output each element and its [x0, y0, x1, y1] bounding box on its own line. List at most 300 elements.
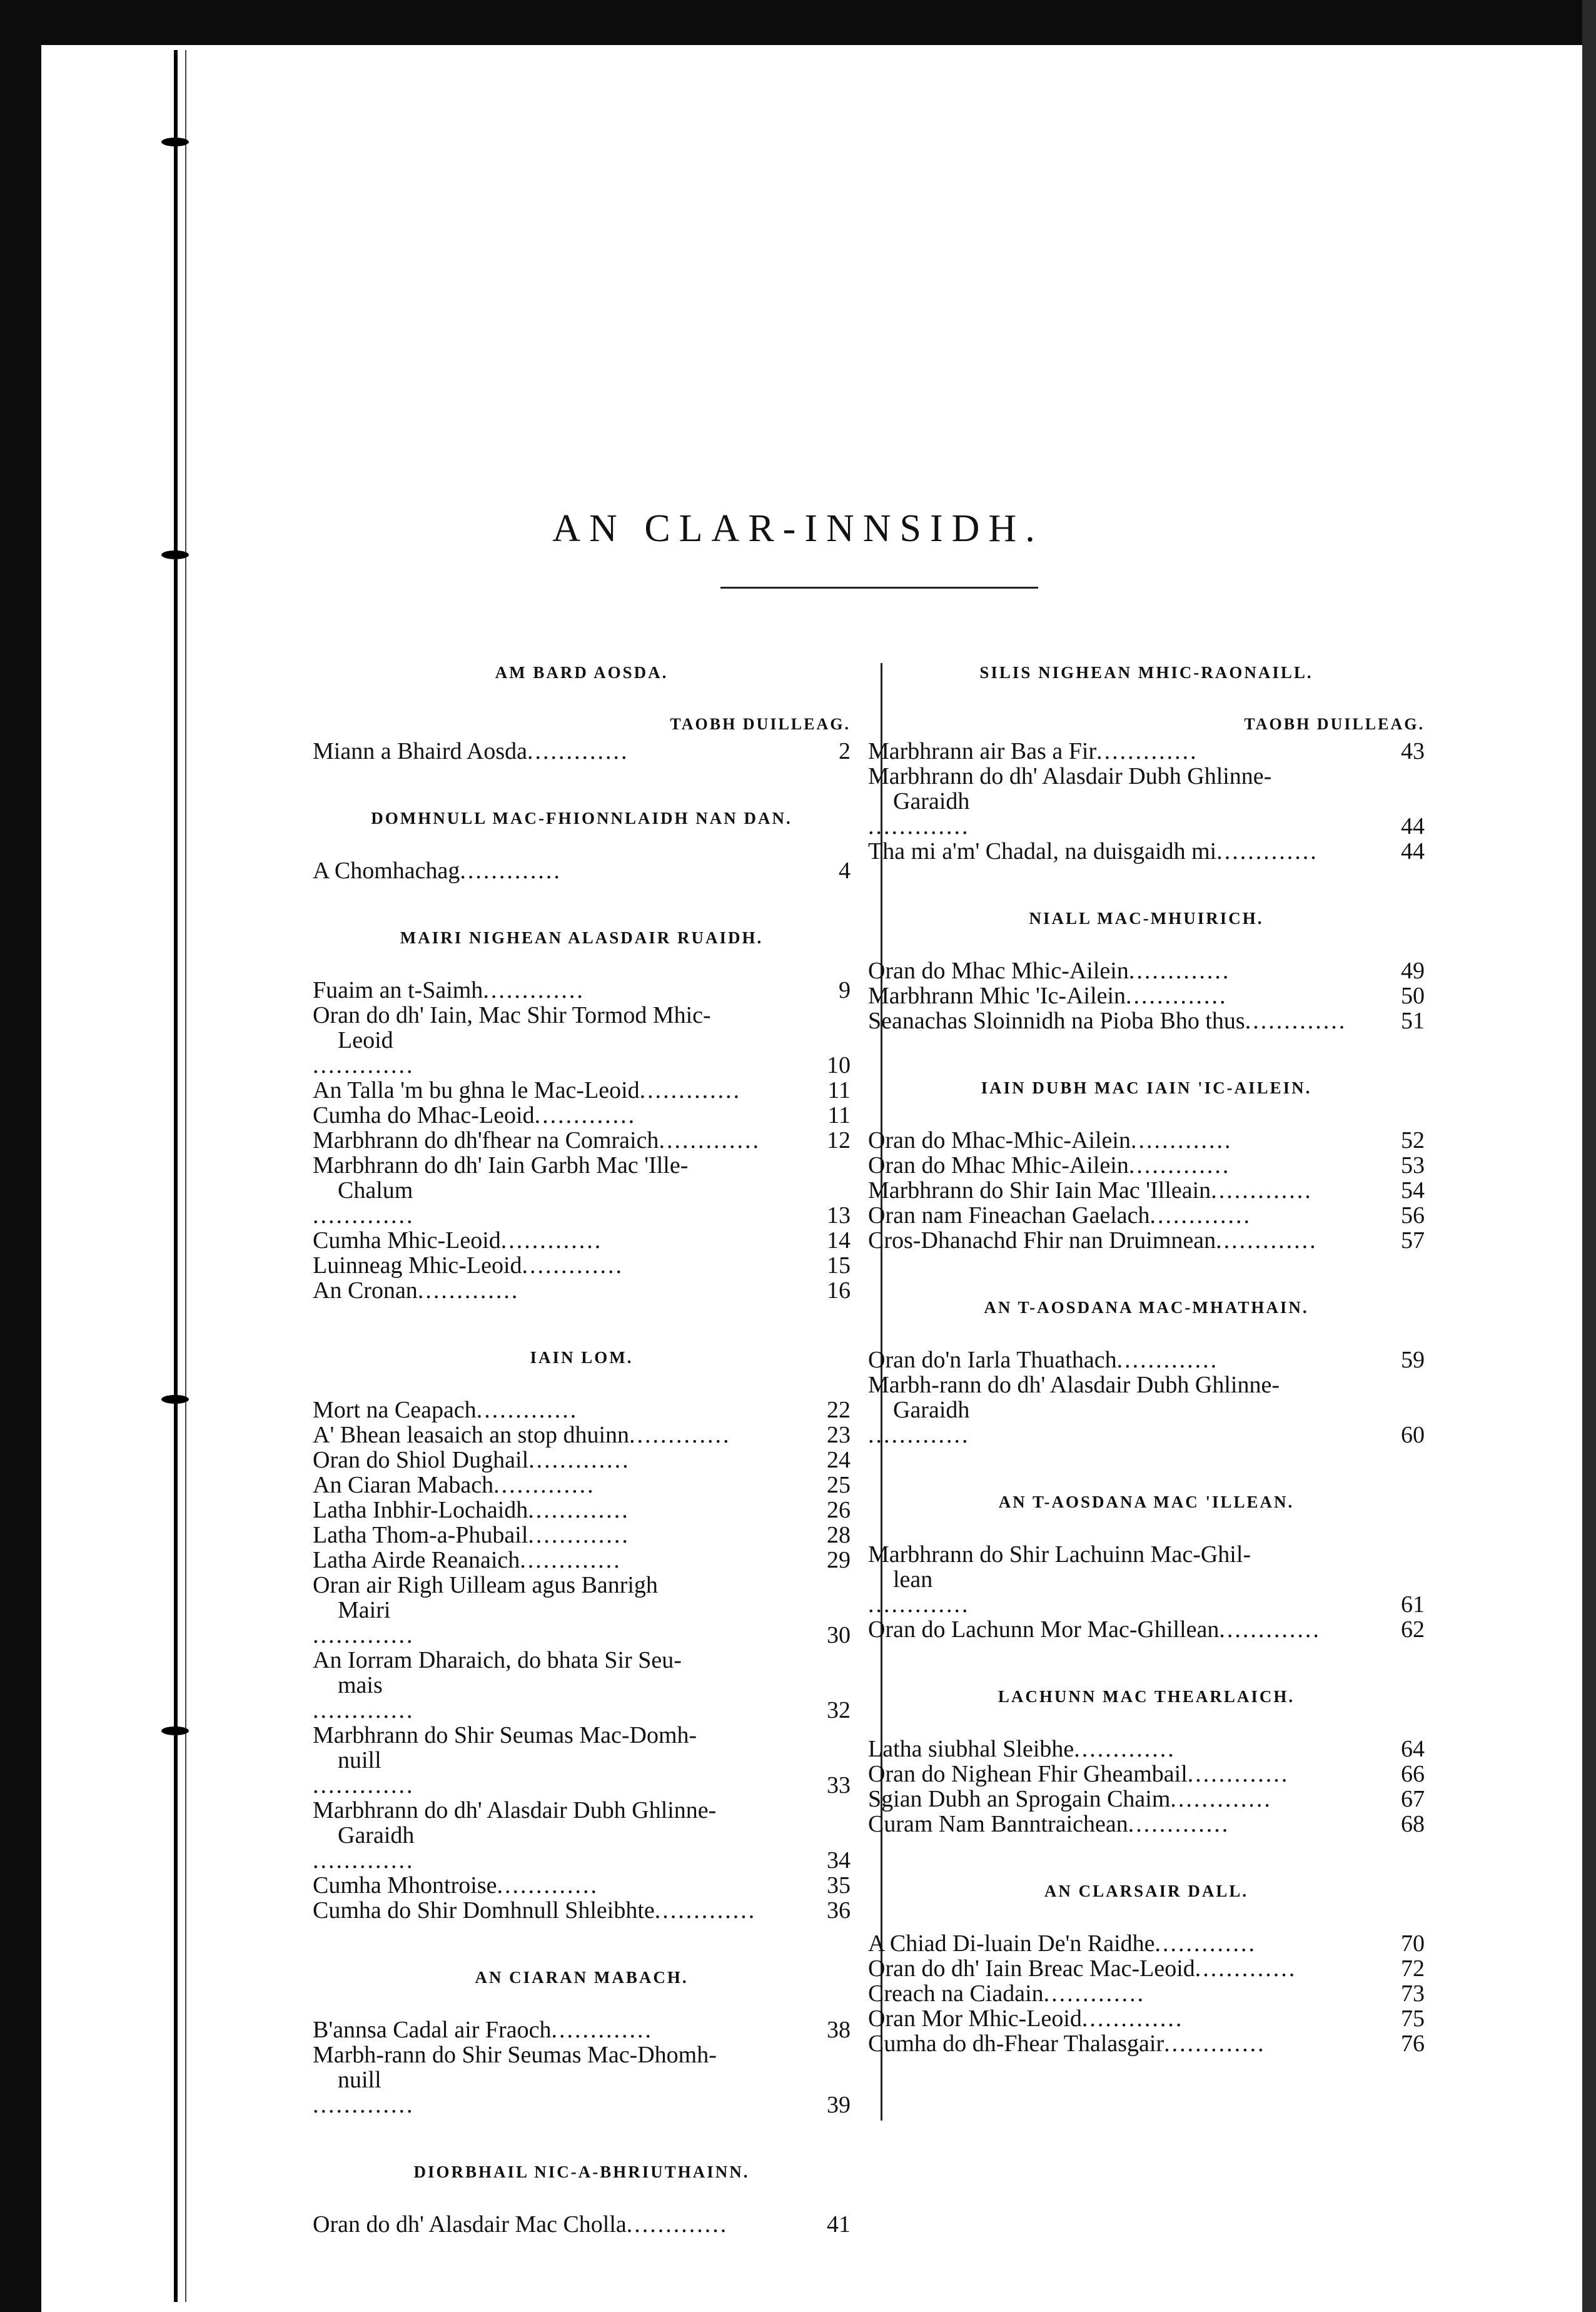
- leader-dots: .............: [1219, 1616, 1321, 1643]
- entry-title-line: An Cronan: [313, 1277, 418, 1304]
- entry-title: [868, 1812, 1391, 1837]
- entry-title: [868, 1128, 1391, 1153]
- entry-title: [313, 1723, 817, 1798]
- entry-title: [868, 739, 1391, 764]
- poet-section: [313, 1348, 851, 1923]
- poet-section: [313, 2162, 851, 2237]
- toc-entry: [868, 1542, 1425, 1617]
- poet-heading: IAIN DUBH MAC IAIN 'IC-AILEIN.: [981, 1078, 1312, 1097]
- page-number: 28: [827, 1522, 851, 1548]
- entry-title-line: Cumha Mhic-Leoid: [313, 1227, 501, 1254]
- toc-entry: [313, 1448, 851, 1473]
- entry-title-line: Marbhrann do dh' Iain Garbh Mac 'Ille-: [313, 1152, 689, 1179]
- poet-heading: MAIRI NIGHEAN ALASDAIR RUAIDH.: [400, 928, 764, 947]
- poet-section: [868, 1687, 1425, 1837]
- page-number: 73: [1401, 1980, 1425, 2007]
- poet-heading: NIALL MAC-MHUIRICH.: [1029, 909, 1264, 928]
- toc-entry: [313, 1898, 851, 1923]
- toc-entry: [313, 1153, 851, 1228]
- toc-entry: [868, 839, 1425, 864]
- page-number: 29: [827, 1547, 851, 1573]
- toc-entry: [868, 1617, 1425, 1642]
- page-number: 2: [839, 738, 851, 764]
- page-number: 25: [827, 1472, 851, 1498]
- entry-title-line: Latha Inbhir-Lochaidh: [313, 1497, 528, 1523]
- entry-title-continuation: Garaidh: [893, 1397, 970, 1423]
- page-number: 70: [1401, 1930, 1425, 1957]
- page-number: 54: [1401, 1177, 1425, 1204]
- right-column: [868, 663, 1425, 2056]
- toc-entry: [868, 1787, 1425, 1812]
- entry-title: [868, 1931, 1391, 1956]
- entry-title: [313, 1548, 817, 1573]
- poet-section: [313, 928, 851, 1303]
- leader-dots: .............: [1170, 1786, 1272, 1812]
- toc-entry: [868, 1153, 1425, 1178]
- poet-section: [313, 663, 851, 764]
- toc-entry: [313, 1103, 851, 1128]
- entry-title-line: A Chomhachag: [313, 858, 460, 884]
- leader-dots: .............: [313, 1847, 415, 1873]
- toc-entry: [868, 739, 1425, 764]
- entry-title: [313, 1397, 817, 1422]
- entry-title-continuation: nuill: [338, 1747, 381, 1773]
- toc-entry: [313, 858, 851, 883]
- entry-title-line: Oran do Shiol Dughail: [313, 1447, 529, 1473]
- leader-dots: .............: [534, 1102, 637, 1128]
- leader-dots: .............: [868, 1591, 970, 1618]
- entry-title: [313, 1473, 817, 1498]
- leader-dots: .............: [313, 1202, 415, 1229]
- entry-title-line: Cumha Mhontroise: [313, 1872, 497, 1899]
- toc-entry: [868, 1128, 1425, 1153]
- leader-dots: .............: [528, 1447, 630, 1473]
- leader-dots: .............: [626, 2211, 729, 2238]
- toc-entry: [868, 2031, 1425, 2056]
- toc-entry: [313, 1548, 851, 1573]
- page-number: 34: [827, 1847, 851, 1873]
- entry-title: [313, 1523, 817, 1548]
- entry-title: [868, 958, 1391, 983]
- binding-line-thin: [185, 50, 186, 2302]
- toc-entry: [868, 1347, 1425, 1372]
- entry-title-line: Cumha do Shir Domhnull Shleibhte: [313, 1897, 655, 1924]
- entry-title-continuation: nuill: [338, 2067, 381, 2093]
- leader-dots: .............: [1096, 738, 1198, 764]
- entry-title-line: Marbhrann do dh' Alasdair Dubh Ghlinne-: [868, 763, 1272, 789]
- toc-entry: [313, 1473, 851, 1498]
- entry-list: [868, 1347, 1425, 1448]
- entry-title-continuation: mais: [338, 1672, 383, 1698]
- page-number: 39: [827, 2092, 851, 2118]
- toc-entry: [868, 1931, 1425, 1956]
- leader-dots: .............: [1043, 1980, 1146, 2007]
- page-number: 23: [827, 1422, 851, 1448]
- entry-title: [313, 858, 817, 883]
- binding-stitch: [161, 1395, 189, 1404]
- entry-title: [868, 1228, 1391, 1253]
- page-number: 12: [827, 1127, 851, 1153]
- leader-dots: .............: [1245, 1008, 1347, 1034]
- leader-dots: .............: [313, 1052, 415, 1078]
- toc-entry: [313, 2017, 851, 2042]
- leader-dots: .............: [520, 1547, 622, 1573]
- binding-stitch: [161, 550, 189, 559]
- leader-dots: .............: [629, 1422, 731, 1448]
- toc-entry: [313, 1003, 851, 1078]
- leader-dots: .............: [313, 1622, 415, 1648]
- entry-list: [313, 2017, 851, 2117]
- toc-entry: [868, 1981, 1425, 2006]
- entry-list: [868, 958, 1425, 1033]
- page-number: 24: [827, 1447, 851, 1473]
- entry-title-line: Oran do Mhac Mhic-Ailein: [868, 958, 1129, 984]
- entry-list: [313, 739, 851, 764]
- entry-title: [868, 2006, 1391, 2031]
- entry-title-continuation: Garaidh: [338, 1822, 415, 1848]
- leader-dots: .............: [1149, 1202, 1252, 1229]
- leader-dots: .............: [527, 738, 629, 764]
- leader-dots: .............: [528, 1497, 630, 1523]
- entry-title: [313, 1498, 817, 1523]
- entry-title-line: Oran air Righ Uilleam agus Banrigh: [313, 1572, 658, 1598]
- entry-list: [868, 1931, 1425, 2056]
- page-number: 57: [1401, 1227, 1425, 1254]
- entry-title: [868, 1737, 1391, 1762]
- leader-dots: .............: [1116, 1347, 1219, 1373]
- leader-dots: .............: [1081, 2005, 1184, 2032]
- entry-title: [313, 1153, 817, 1228]
- page-number: 11: [827, 1102, 851, 1128]
- entry-title-line: Oran do'n Iarla Thuathach: [868, 1347, 1117, 1373]
- poet-heading: SILIS NIGHEAN MHIC-RAONAILL.: [979, 663, 1313, 682]
- page-number: 38: [827, 2017, 851, 2043]
- entry-title: [868, 983, 1391, 1008]
- entry-title-line: Oran do dh' Alasdair Mac Cholla: [313, 2211, 627, 2238]
- leader-dots: .............: [417, 1277, 520, 1304]
- page-number: 44: [1401, 838, 1425, 864]
- leader-dots: .............: [493, 1472, 595, 1498]
- entry-title: [313, 1573, 817, 1648]
- poet-heading: AM BARD AOSDA.: [495, 663, 669, 682]
- binding-stitch: [161, 1726, 189, 1735]
- page-number: 51: [1401, 1008, 1425, 1034]
- poet-heading: AN CLARSAIR DALL.: [1044, 1882, 1249, 1900]
- entry-title-line: Luinneag Mhic-Leoid: [313, 1252, 522, 1279]
- toc-entry: [313, 1723, 851, 1798]
- entry-title-line: Marbhrann do Shir Lachuinn Mac-Ghil-: [868, 1541, 1251, 1568]
- toc-entry: [868, 983, 1425, 1008]
- page-number: 50: [1401, 983, 1425, 1009]
- leader-dots: .............: [1164, 2031, 1266, 2057]
- entry-title: [868, 1542, 1391, 1617]
- leader-dots: .............: [639, 1077, 742, 1103]
- leader-dots: .............: [1074, 1736, 1176, 1762]
- entry-title-line: Seanachas Sloinnidh na Pioba Bho thus: [868, 1008, 1245, 1034]
- entry-title-line: Tha mi a'm' Chadal, na duisgaidh mi: [868, 838, 1217, 864]
- leader-dots: .............: [868, 1422, 970, 1448]
- entry-title-continuation: Chalum: [338, 1177, 413, 1204]
- toc-entry: [313, 739, 851, 764]
- title-rule: [720, 587, 1038, 589]
- leader-dots: .............: [1128, 958, 1231, 984]
- page-number: 66: [1401, 1761, 1425, 1787]
- toc-entry: [313, 1523, 851, 1548]
- entry-title: [313, 1003, 817, 1078]
- leader-dots: .............: [313, 2092, 415, 2118]
- leader-dots: .............: [1211, 1177, 1313, 1204]
- entry-title: [313, 2212, 817, 2237]
- poet-section: [868, 1078, 1425, 1253]
- toc-entry: [868, 1203, 1425, 1228]
- scan-right-edge: [1582, 0, 1596, 2312]
- page-number: 36: [827, 1897, 851, 1924]
- entry-title: [313, 1253, 817, 1278]
- toc-entry: [313, 2212, 851, 2237]
- poet-section: [313, 809, 851, 883]
- entry-title: [313, 978, 817, 1003]
- toc-entry: [868, 1178, 1425, 1203]
- entry-title: [313, 739, 817, 764]
- entry-title: [313, 1448, 817, 1473]
- page-number: 72: [1401, 1955, 1425, 1982]
- poet-heading: AN CIARAN MABACH.: [475, 1968, 689, 1987]
- page-number: 11: [827, 1077, 851, 1103]
- leader-dots: .............: [528, 1522, 630, 1548]
- leader-dots: .............: [1126, 983, 1228, 1009]
- leader-dots: .............: [313, 1772, 415, 1798]
- scan-top-edge: [0, 0, 1596, 45]
- poet-heading: LACHUNN MAC THEARLAICH.: [998, 1687, 1295, 1706]
- entry-title-continuation: lean: [893, 1566, 933, 1593]
- page-number: 10: [827, 1052, 851, 1078]
- entry-title: [313, 1422, 817, 1448]
- entry-title-line: Oran do Lachunn Mor Mac-Ghillean: [868, 1616, 1220, 1643]
- entry-title-line: Cros-Dhanachd Fhir nan Druimnean: [868, 1227, 1216, 1254]
- page-number: 60: [1401, 1422, 1425, 1448]
- poet-section: [868, 1493, 1425, 1642]
- leader-dots: .............: [500, 1227, 603, 1254]
- entry-title-line: Oran nam Fineachan Gaelach: [868, 1202, 1150, 1229]
- page-number: 26: [827, 1497, 851, 1523]
- page-column-label: TAOBH DUILLEAG.: [670, 715, 851, 733]
- page-number: 56: [1401, 1202, 1425, 1229]
- entry-title: [313, 1228, 817, 1253]
- leader-dots: .............: [659, 1127, 760, 1153]
- toc-entry: [313, 1228, 851, 1253]
- page-number: 4: [839, 858, 851, 884]
- entry-title: [868, 1372, 1391, 1448]
- page-number: 9: [839, 977, 851, 1003]
- poet-heading: IAIN LOM.: [530, 1348, 634, 1367]
- entry-title-line: Oran Mor Mhic-Leoid: [868, 2005, 1082, 2032]
- entry-list: [313, 858, 851, 883]
- entry-title-line: Oran do Mhac-Mhic-Ailein: [868, 1127, 1131, 1153]
- toc-entry: [313, 1648, 851, 1723]
- page-number: 68: [1401, 1811, 1425, 1837]
- entry-title: [868, 1956, 1391, 1981]
- entry-title-line: Latha Thom-a-Phubail: [313, 1522, 528, 1548]
- entry-list: [313, 2212, 851, 2237]
- page-number: 61: [1401, 1591, 1425, 1618]
- leader-dots: .............: [460, 858, 562, 884]
- leader-dots: .............: [1194, 1955, 1297, 1982]
- toc-entry: [868, 1762, 1425, 1787]
- leader-dots: .............: [522, 1252, 624, 1279]
- entry-title: [868, 1617, 1391, 1642]
- toc-entry: [313, 1798, 851, 1873]
- entry-title-line: Marbhrann do Shir Seumas Mac-Domh-: [313, 1722, 697, 1748]
- page-number: 43: [1401, 738, 1425, 764]
- entry-title: [313, 2017, 817, 2042]
- entry-title-line: Marbhrann air Bas a Fir: [868, 738, 1097, 764]
- entry-title: [313, 1278, 817, 1303]
- entry-title-line: An Iorram Dharaich, do bhata Sir Seu-: [313, 1647, 682, 1673]
- leader-dots: .............: [551, 2017, 653, 2043]
- entry-list: [313, 978, 851, 1303]
- toc-entry: [313, 1078, 851, 1103]
- entry-title-line: Oran do dh' Iain Breac Mac-Leoid: [868, 1955, 1195, 1982]
- leader-dots: .............: [868, 813, 970, 839]
- leader-dots: .............: [654, 1897, 757, 1924]
- page-number: 67: [1401, 1786, 1425, 1812]
- toc-entry: [313, 1873, 851, 1898]
- entry-title: [868, 839, 1391, 864]
- page-number: 75: [1401, 2005, 1425, 2032]
- poet-section: [868, 663, 1425, 864]
- entry-title-line: Marbhrann do dh' Alasdair Dubh Ghlinne-: [313, 1797, 717, 1823]
- toc-entry: [313, 1253, 851, 1278]
- leader-dots: .............: [1128, 1152, 1231, 1179]
- page-number: 44: [1401, 813, 1425, 839]
- toc-entry: [313, 1422, 851, 1448]
- page-number: 76: [1401, 2031, 1425, 2057]
- page-number: 16: [827, 1277, 851, 1304]
- page-number: 30: [827, 1622, 851, 1648]
- toc-entry: [313, 1498, 851, 1523]
- entry-title-line: An Talla 'm bu ghna le Mac-Leoid: [313, 1077, 640, 1103]
- entry-title-line: Marbh-rann do Shir Seumas Mac-Dhomh-: [313, 2042, 717, 2068]
- entry-title-line: Oran do Nighean Fhir Gheambail: [868, 1761, 1188, 1787]
- poet-section: [868, 1882, 1425, 2056]
- entry-title: [313, 1873, 817, 1898]
- left-column: [313, 663, 851, 2237]
- entry-title: [868, 764, 1391, 839]
- entry-title-line: An Ciaran Mabach: [313, 1472, 494, 1498]
- entry-list: [868, 1128, 1425, 1253]
- entry-title-line: Marbh-rann do dh' Alasdair Dubh Ghlinne-: [868, 1372, 1280, 1398]
- entry-title: [868, 1153, 1391, 1178]
- leader-dots: .............: [313, 1697, 415, 1723]
- entry-title: [868, 1981, 1391, 2006]
- entry-title-line: Sgian Dubh an Sprogain Chaim: [868, 1786, 1171, 1812]
- entry-title-line: Creach na Ciadain: [868, 1980, 1044, 2007]
- page-number: 15: [827, 1252, 851, 1279]
- entry-title: [868, 1008, 1391, 1033]
- page-number: 32: [827, 1697, 851, 1723]
- entry-title-line: B'annsa Cadal air Fraoch: [313, 2017, 552, 2043]
- poet-heading: AN T-AOSDANA MAC-MHATHAIN.: [984, 1298, 1309, 1317]
- entry-title: [868, 1762, 1391, 1787]
- entry-title-line: Marbhrann do Shir Iain Mac 'Illeain: [868, 1177, 1211, 1204]
- entry-title: [868, 1347, 1391, 1372]
- poet-heading: AN T-AOSDANA MAC 'ILLEAN.: [998, 1493, 1295, 1511]
- binding-stitch: [161, 138, 189, 146]
- toc-entry: [313, 1128, 851, 1153]
- page-number: 35: [827, 1872, 851, 1899]
- poet-section: [313, 1968, 851, 2117]
- entry-title-line: Miann a Bhaird Aosda: [313, 738, 528, 764]
- poet-heading: DOMHNULL MAC-FHIONNLAIDH NAN DAN.: [371, 809, 792, 828]
- entry-title-line: Oran do dh' Iain, Mac Shir Tormod Mhic-: [313, 1002, 711, 1028]
- toc-entry: [868, 1008, 1425, 1033]
- toc-entry: [313, 1397, 851, 1422]
- toc-entry: [868, 1812, 1425, 1837]
- entry-title: [868, 1178, 1391, 1203]
- toc-entry: [868, 1956, 1425, 1981]
- entry-title: [868, 1203, 1391, 1228]
- toc-entry: [313, 1278, 851, 1303]
- page-number: 13: [827, 1202, 851, 1229]
- entry-title: [313, 1078, 817, 1103]
- entry-title-continuation: Garaidh: [893, 788, 970, 814]
- toc-entry: [868, 1228, 1425, 1253]
- page-number: 41: [827, 2211, 851, 2238]
- entry-title-continuation: Leoid: [338, 1027, 393, 1053]
- leader-dots: .............: [1128, 1811, 1230, 1837]
- entry-title-line: Curam Nam Banntraichean: [868, 1811, 1128, 1837]
- leader-dots: .............: [1187, 1761, 1290, 1787]
- page-number: 22: [827, 1397, 851, 1423]
- leader-dots: .............: [497, 1872, 598, 1899]
- entry-title-line: Latha siubhal Sleibhe: [868, 1736, 1074, 1762]
- leader-dots: .............: [1216, 1227, 1318, 1254]
- page-number: 14: [827, 1227, 851, 1254]
- leader-dots: .............: [1154, 1930, 1257, 1957]
- poet-section: [868, 1298, 1425, 1448]
- entry-title: [868, 1787, 1391, 1812]
- leader-dots: .............: [483, 977, 585, 1003]
- page-number: 53: [1401, 1152, 1425, 1179]
- toc-entry: [868, 2006, 1425, 2031]
- entry-title-line: Oran do Mhac Mhic-Ailein: [868, 1152, 1129, 1179]
- leader-dots: .............: [1216, 838, 1318, 864]
- toc-entry: [313, 1573, 851, 1648]
- toc-entry: [313, 978, 851, 1003]
- entry-title-line: A Chiad Di-luain De'n Raidhe: [868, 1930, 1155, 1957]
- entry-title: [313, 1103, 817, 1128]
- page-number: 59: [1401, 1347, 1425, 1373]
- entry-list: [313, 1397, 851, 1923]
- toc-entry: [313, 2042, 851, 2117]
- entry-list: [868, 739, 1425, 864]
- toc-entry: [868, 1372, 1425, 1448]
- entry-title: [313, 2042, 817, 2117]
- poet-section: [868, 909, 1425, 1033]
- scan-left-edge: [0, 0, 41, 2312]
- toc-entry: [868, 958, 1425, 983]
- page-number: 64: [1401, 1736, 1425, 1762]
- entry-title-line: A' Bhean leasaich an stop dhuinn: [313, 1422, 630, 1448]
- page-number: 33: [827, 1772, 851, 1798]
- entry-title: [313, 1128, 817, 1153]
- page-number: 52: [1401, 1127, 1425, 1153]
- toc-entry: [868, 1737, 1425, 1762]
- binding-line: [174, 50, 178, 2302]
- leader-dots: .............: [476, 1397, 578, 1423]
- entry-title-line: Marbhrann do dh'fhear na Comraich: [313, 1127, 659, 1153]
- entry-title: [313, 1898, 817, 1923]
